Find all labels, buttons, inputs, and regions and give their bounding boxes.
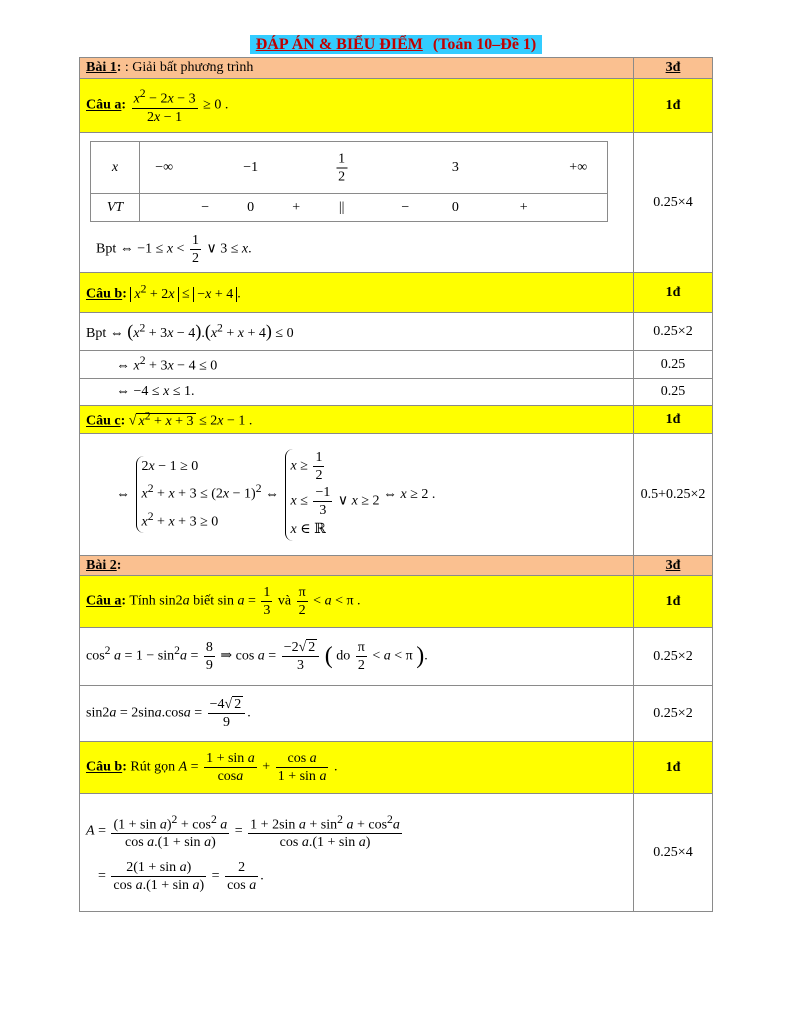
- bai1-label: Bài 1: [86, 60, 117, 75]
- bai1a-answer-points: 0.25×4: [634, 133, 713, 273]
- answer-table: [79, 57, 713, 912]
- bai1c-points: 1đ: [634, 406, 713, 434]
- sign-vt-value: −: [201, 199, 210, 215]
- sign-vt-value: +: [292, 199, 301, 215]
- bpt-label: Bpt: [86, 326, 107, 341]
- bai2a-label: Câu a: [86, 593, 122, 609]
- bai1c-header-row: Câu c: √ $x^2 + x + 3 \le 2x - 1$ . 1đ: [80, 406, 713, 434]
- bai1c-answer-points: 0.5+0.25×2: [634, 434, 713, 556]
- bai1b-label: Câu b: [86, 286, 123, 302]
- bai2-label: Bài 2: [86, 557, 117, 573]
- bai1a-result: Bpt ⇔ −1 ≤ x < $\frac{1}{2}$ ∨ 3 ≤ x.: [96, 233, 252, 266]
- bai2a-step-row: $\cos^2 a = 1 - \sin^2a$ = $\frac{8}{9}$ ⇒ cos a = $\frac{-2√ 2}{3}$ ( do $\frac{\pi}{2}$ < a < π ). 0.25×2: [80, 628, 713, 686]
- sign-vt-value: 0: [451, 199, 459, 215]
- sign-x-value: 3: [451, 159, 459, 175]
- sign-vt-label: VT: [91, 194, 140, 222]
- bai1b-step-row: ⇔ −4 ≤ x ≤ 1. 0.25: [80, 379, 713, 406]
- bai1a-body-row: [80, 133, 713, 273]
- step-points: 0.25×2: [634, 628, 713, 686]
- bai1a-header-row: Câu a: $\frac{x^2 - 2x - 3}{2x - 1}$ ≥ 0 . 1đ: [80, 79, 713, 133]
- step-points: 0.25×2: [634, 686, 713, 742]
- bai1a-points: 1đ: [634, 79, 713, 133]
- system-2: x ≥ $\frac{1}{2}$ x ≤ $\frac{-1}{3}$ ∨ x ≥ 2 x ∈ ℝ: [285, 449, 380, 541]
- sign-vt-value: 0: [247, 199, 255, 215]
- page-title: ĐÁP ÁN & BIỂU ĐIỂM (Toán 10–Đề 1): [0, 36, 792, 54]
- bai1a-fraction: $\frac{x^2 - 2x - 3}{2x - 1}$: [133, 87, 196, 125]
- step-points: 0.25×2: [634, 313, 713, 351]
- bai2b-header-row: Câu b: Rút gọn A = $\frac{\text{1 + sin a}}{\cos a}$ + $\frac{\text{cos a}}{\text{1 + sin a}}$ . 1đ: [80, 742, 713, 794]
- bai1b-header-row: Câu b: $x^2 + 2x \le -x + 4$ . 1đ: [80, 273, 713, 313]
- bai1b-step-row: Bpt ⇔ $(x^2 + 3x - 4).(x^2 + x + 4) \le 0$ 0.25×2: [80, 313, 713, 351]
- bai2b-body-row: A = $\frac{(1 + \sin a)^2 + \cos^2 a}{\text{cos a.(1 + sin a)}}$ = $\frac{1 + 2\sin a + \sin^2 a + \cos^2a}{\text{cos a.(1 + sin a)}}$ = $\frac{\text{2(1 + sin a)}}{\text{cos a.(1 + sin a)}}$ = $\frac{2}{\text{cos a}}$ . 0.25×4: [80, 794, 713, 912]
- sign-vt-value: −: [401, 199, 410, 215]
- bai1-points: 3đ: [634, 58, 713, 79]
- bpt-label: Bpt: [96, 241, 117, 257]
- bai2b-points: 1đ: [634, 742, 713, 794]
- bai2a-header-row: Câu a: Tính sin2a biết sin a = $\frac{1}{3}$ và $\frac{\pi}{2}$ < a < π . 1đ: [80, 576, 713, 628]
- step-points: 0.25: [634, 351, 713, 379]
- sign-x-value-half: $\frac{1}{2}$: [338, 151, 346, 184]
- bai1-header-row: Bài 1: : Giải bất phương trình 3đ: [80, 58, 713, 79]
- bai1a-label: Câu a: [86, 97, 122, 113]
- bai2a-step-row: sin2a = 2sina.cosa = $\frac{-4√ 2}{9}$ . 0.25×2: [80, 686, 713, 742]
- sign-x-value: +∞: [569, 159, 588, 175]
- bai2a-points: 1đ: [634, 576, 713, 628]
- bai2b-answer-points: 0.25×4: [634, 794, 713, 912]
- bai1b-step-row: ⇔ $x^2 + 3x - 4 \le 0$ 0.25: [80, 351, 713, 379]
- sign-vt-value: ||: [338, 199, 345, 215]
- bai1b-points: 1đ: [634, 273, 713, 313]
- sign-x-value: −∞: [155, 159, 174, 175]
- system-1: 2x − 1 ≥ 0 $x^2 + x + 3 \le (2x - 1)^2$ $x^2 + x + 3 \ge 0$: [136, 456, 262, 533]
- bai1c-label: Câu c: [86, 413, 121, 429]
- sign-x-value: −1: [243, 159, 259, 175]
- sign-x-label: x: [91, 142, 140, 194]
- bai2-header-row: Bài 2: 3đ: [80, 556, 713, 576]
- sign-vt-value: +: [519, 199, 528, 215]
- step-points: 0.25: [634, 379, 713, 406]
- bai1-text: : Giải bất phương trình: [124, 60, 254, 75]
- bai2b-label: Câu b: [86, 759, 123, 775]
- bai1c-body-row: ⇔ 2x − 1 ≥ 0 $x^2 + x + 3 \le (2x - 1)^2$ $x^2 + x + 3 \ge 0$ ⇔ x ≥ $\frac{1}{2}$ x ≤ $\frac{-1}{3}$ ∨ x ≥ 2 x ∈ ℝ ⇔ x ≥ 2 . 0.5+0.25×2: [80, 434, 713, 556]
- bai2-points: 3đ: [634, 556, 713, 576]
- sign-table: [90, 141, 608, 222]
